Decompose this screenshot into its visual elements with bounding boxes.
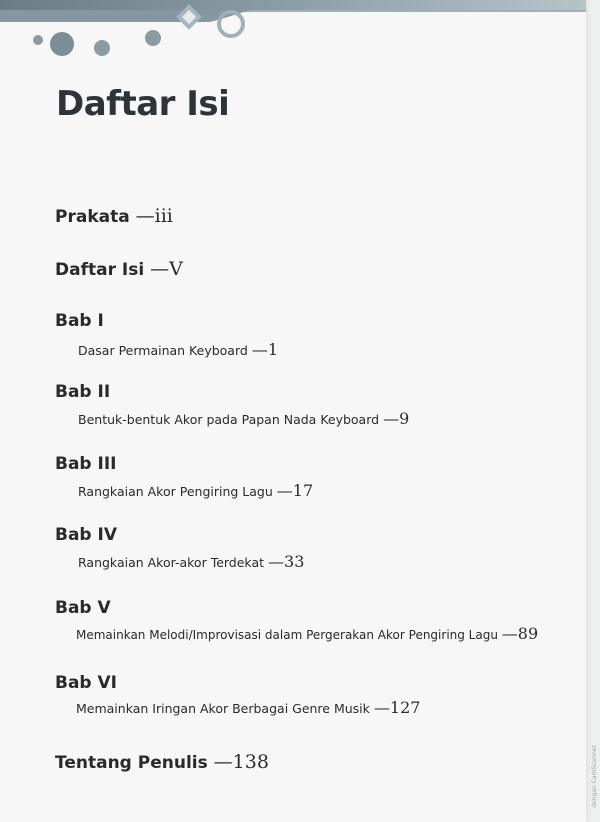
chapter-entry [78,409,409,428]
chapter-heading: Bab V [55,598,111,618]
scanner-watermark: dengan CamScanner [591,745,598,808]
entry-separator: — [135,205,155,227]
toc-entry-tentang-penulis [55,751,269,773]
entry-separator: — [373,698,390,717]
entry-separator: — [150,258,170,280]
chapter-heading: Bab III [55,454,117,474]
chapter-subtitle: Memainkan Iringan Akor Berbagai Genre Musik [76,701,370,716]
dot-medium-icon [94,40,110,56]
entry-separator: — [276,481,293,500]
chapter-subtitle: Memainkan Melodi/Improvisasi dalam Pergerakan Akor Pengiring Lagu [76,628,498,642]
chapter-entry [78,481,313,500]
toc-entry-daftar-isi [55,258,183,280]
page-title: Daftar Isi [56,84,230,124]
entry-separator: — [383,409,400,428]
chapter-subtitle: Bentuk-bentuk Akor pada Papan Nada Keyboard [78,412,380,427]
dot-right-icon [145,30,161,46]
dot-small-icon [33,35,43,45]
chapter-page: 17 [292,481,314,500]
entry-page: V [169,258,183,280]
chapter-subtitle: Rangkaian Akor-akor Terdekat [78,555,265,570]
entry-separator: — [213,751,233,773]
chapter-entry [78,552,304,571]
chapter-entry [76,624,538,643]
chapter-heading: Bab VI [55,673,117,693]
entry-separator: — [251,340,268,359]
entry-page: iii [154,205,173,227]
chapter-page: 89 [517,624,539,643]
chapter-heading: Bab I [55,311,104,331]
header-wave-shape [0,10,250,22]
chapter-page: 127 [389,698,421,717]
chapter-heading: Bab II [55,382,111,402]
entry-label: Prakata [55,207,130,227]
header-decoration [0,0,600,70]
chapter-subtitle: Dasar Permainan Keyboard [78,343,248,358]
entry-label: Daftar Isi [55,260,145,280]
chapter-heading: Bab IV [55,525,117,545]
entry-label: Tentang Penulis [55,753,208,773]
chapter-page: 1 [267,340,278,359]
chapter-page: 33 [284,552,305,571]
entry-separator: — [268,552,285,571]
chapter-entry [76,698,420,717]
chapter-page: 9 [399,409,410,428]
entry-page: 138 [232,751,269,773]
chapter-entry [78,340,278,359]
dot-large-icon [50,32,74,56]
chapter-subtitle: Rangkaian Akor Pengiring Lagu [78,484,273,499]
toc-entry-prakata [55,205,173,227]
entry-separator: — [501,624,518,643]
